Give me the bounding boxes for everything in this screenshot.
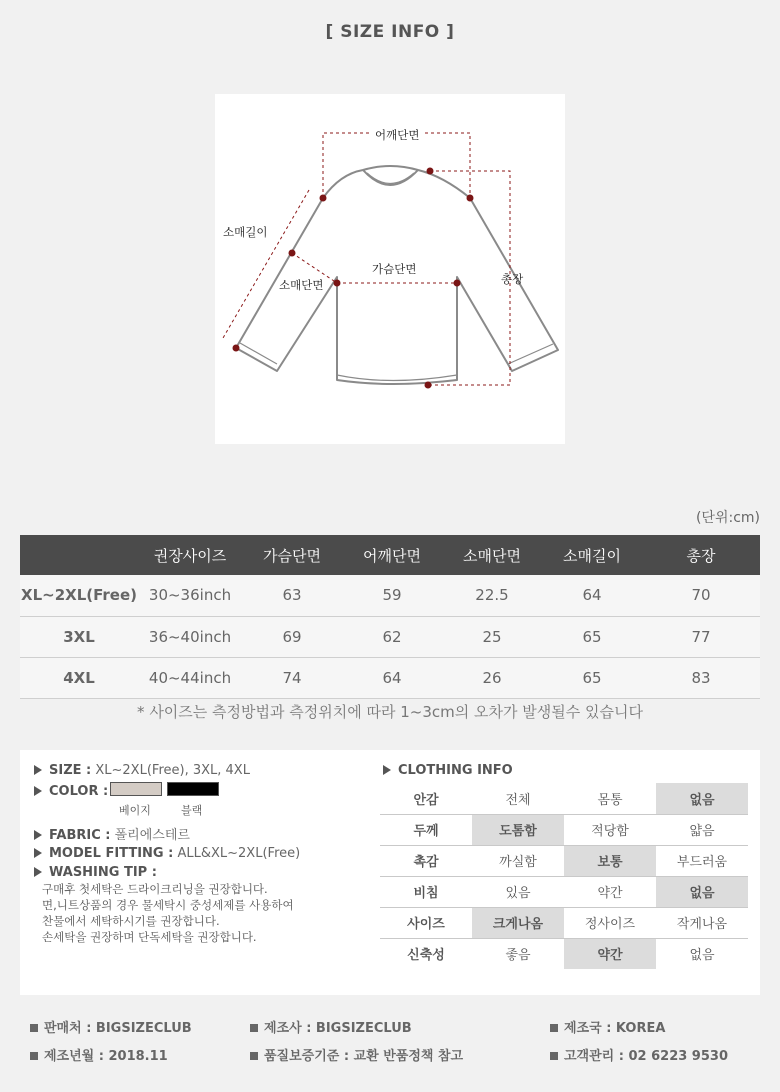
option-cell-selected: 도톰함 <box>472 814 564 845</box>
washing-line: 면,니트상품의 경우 물세탁시 중성세제를 사용하여 <box>42 898 294 912</box>
footer-country <box>550 1017 665 1036</box>
attribute-label: 사이즈 <box>380 907 472 938</box>
option-cell-selected: 없음 <box>656 876 748 907</box>
fabric-row <box>34 824 190 843</box>
col-header: 소매길이 <box>542 535 642 575</box>
option-cell: 있음 <box>472 876 564 907</box>
cell: 69 <box>242 616 342 657</box>
product-info-panel <box>20 750 760 995</box>
option-cell-selected: 보통 <box>564 845 656 876</box>
triangle-bullet-icon <box>34 867 42 877</box>
fitting-value: ALL&XL~2XL(Free) <box>177 846 301 861</box>
fabric-label: FABRIC : <box>49 828 111 843</box>
cell: 83 <box>642 657 760 698</box>
attribute-label: 신축성 <box>407 948 445 964</box>
washing-label: WASHING TIP : <box>49 865 157 880</box>
cell: 70 <box>642 575 760 616</box>
attribute-label: 두께 <box>380 814 472 845</box>
size-label: SIZE : <box>49 763 92 778</box>
label-chest: 가슴단면 <box>372 262 417 276</box>
option-cell: 작게나옴 <box>656 907 748 938</box>
square-bullet-icon <box>250 1052 258 1060</box>
footer-warranty-text: 품질보증기준 : 교환 반품정책 참고 <box>264 1049 464 1064</box>
size-note: * 사이즈는 측정방법과 측정위치에 따라 1~3cm의 오차가 발생될수 있습니다 <box>137 703 643 721</box>
option-cell: 좋음 <box>505 948 531 964</box>
cell: 22.5 <box>442 575 542 616</box>
footer-warranty <box>250 1045 463 1064</box>
clothing-row <box>380 814 748 845</box>
unit-label: (단위:cm) <box>695 510 760 526</box>
color-name: 베이지 <box>119 804 151 817</box>
cell: 65 <box>542 616 642 657</box>
washing-row <box>34 865 157 880</box>
clothing-row <box>380 938 748 969</box>
cell: 74 <box>242 657 342 698</box>
option-cell: 까실함 <box>472 845 564 876</box>
size-name: XL~2XL(Free) <box>20 575 138 616</box>
option-cell-selected: 없음 <box>656 783 748 814</box>
table-row <box>20 616 760 657</box>
attribute-label: 촉감 <box>380 845 472 876</box>
col-header <box>20 535 138 575</box>
triangle-bullet-icon <box>34 848 42 858</box>
square-bullet-icon <box>30 1024 38 1032</box>
footer-cs-text: 고객관리 : 02 6223 9530 <box>564 1049 728 1064</box>
square-bullet-icon <box>550 1024 558 1032</box>
clothing-info-table <box>380 783 748 969</box>
color-label: COLOR : <box>49 784 109 799</box>
washing-line: 구매후 첫세탁은 드라이크리닝을 권장합니다. <box>42 882 268 896</box>
option-cell-selected: 크게나옴 <box>472 907 564 938</box>
cell: 40~44inch <box>138 657 242 698</box>
option-cell: 정사이즈 <box>564 907 656 938</box>
col-header: 어깨단면 <box>342 535 442 575</box>
fabric-value: 폴리에스테르 <box>114 828 190 843</box>
size-value: XL~2XL(Free), 3XL, 4XL <box>95 763 250 778</box>
page-title: [ SIZE INFO ] <box>325 22 455 42</box>
square-bullet-icon <box>550 1052 558 1060</box>
footer-seller <box>30 1017 192 1036</box>
size-name: 4XL <box>20 657 138 698</box>
footer-cs <box>550 1045 728 1064</box>
footer-seller-text: 판매처 : BIGSIZECLUB <box>44 1021 192 1036</box>
cell: 36~40inch <box>138 616 242 657</box>
size-name: 3XL <box>20 616 138 657</box>
option-cell-selected: 약간 <box>564 938 656 969</box>
cell: 59 <box>342 575 442 616</box>
cell: 62 <box>342 616 442 657</box>
triangle-bullet-icon <box>34 786 42 796</box>
cell: 63 <box>242 575 342 616</box>
cell: 77 <box>642 616 760 657</box>
triangle-bullet-icon <box>34 830 42 840</box>
size-diagram <box>215 94 565 444</box>
option-cell: 전체 <box>472 783 564 814</box>
fitting-row <box>34 846 300 861</box>
square-bullet-icon <box>30 1052 38 1060</box>
label-sleeve-width: 소매단면 <box>279 278 324 292</box>
cell: 26 <box>442 657 542 698</box>
footer-maker-text: 제조사 : BIGSIZECLUB <box>264 1021 412 1036</box>
clothing-info-title <box>383 763 513 778</box>
label-shoulder: 어깨단면 <box>375 128 420 142</box>
footer-maker <box>250 1017 412 1036</box>
table-row <box>20 575 760 616</box>
color-swatch-beige <box>110 782 162 796</box>
footer-date-text: 제조년월 : 2018.11 <box>44 1049 168 1064</box>
option-cell: 부드러움 <box>656 845 748 876</box>
color-name: 블랙 <box>181 804 203 817</box>
color-swatch-black <box>167 782 219 796</box>
size-table <box>20 535 760 699</box>
table-row <box>20 657 760 698</box>
triangle-bullet-icon <box>34 765 42 775</box>
attribute-label: 안감 <box>380 783 472 814</box>
option-cell: 몸통 <box>564 783 656 814</box>
cell: 65 <box>542 657 642 698</box>
col-header: 총장 <box>642 535 760 575</box>
clothing-info-title-text: CLOTHING INFO <box>398 763 513 778</box>
cell: 30~36inch <box>138 575 242 616</box>
cell: 64 <box>342 657 442 698</box>
label-total-length: 총장 <box>501 272 524 286</box>
option-cell: 얇음 <box>656 814 748 845</box>
col-header: 가슴단면 <box>242 535 342 575</box>
fitting-label: MODEL FITTING : <box>49 846 174 861</box>
footer-country-text: 제조국 : KOREA <box>564 1021 666 1036</box>
option-cell: 적당함 <box>564 814 656 845</box>
color-row <box>34 784 108 799</box>
option-cell: 약간 <box>564 876 656 907</box>
clothing-row <box>380 845 748 876</box>
cell: 25 <box>442 616 542 657</box>
triangle-bullet-icon <box>383 765 391 775</box>
square-bullet-icon <box>250 1024 258 1032</box>
washing-line: 찬물에서 세탁하시기를 권장합니다. <box>42 914 220 928</box>
size-row <box>34 763 250 778</box>
cell: 64 <box>542 575 642 616</box>
measure-points <box>233 168 474 389</box>
clothing-row <box>380 907 748 938</box>
footer-date <box>30 1045 168 1064</box>
attribute-label: 비침 <box>380 876 472 907</box>
clothing-row <box>380 783 748 814</box>
label-sleeve-length: 소매길이 <box>223 225 268 239</box>
col-header: 소매단면 <box>442 535 542 575</box>
washing-line: 손세탁을 권장하며 단독세탁을 권장합니다. <box>42 930 257 944</box>
option-cell: 없음 <box>689 948 715 964</box>
clothing-row <box>380 876 748 907</box>
col-header: 권장사이즈 <box>138 535 242 575</box>
size-table-header <box>20 535 760 575</box>
